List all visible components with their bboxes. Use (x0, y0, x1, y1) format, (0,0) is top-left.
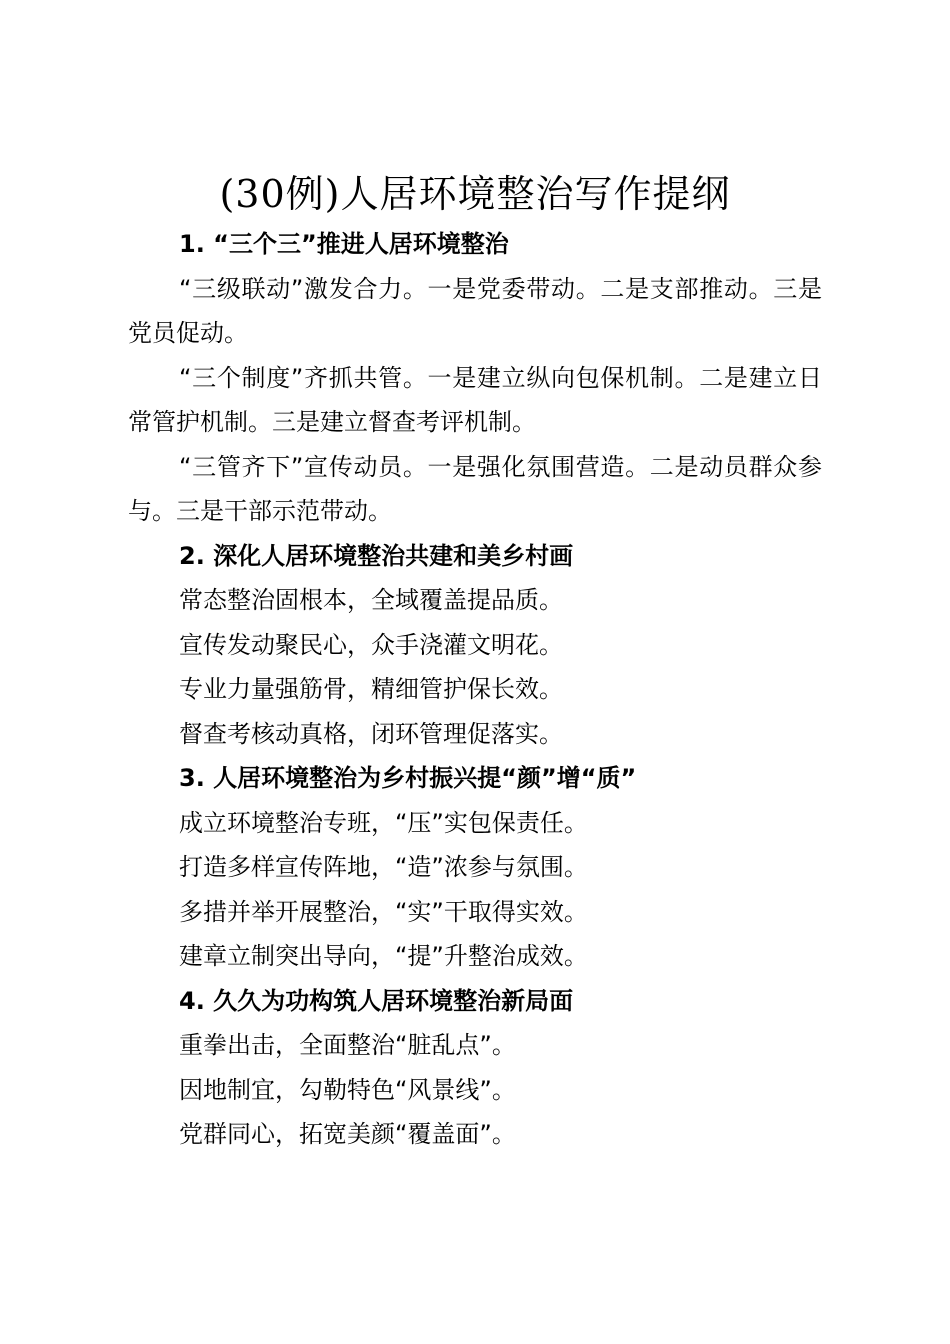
text-line: 党群同心，拓宽美颜“覆盖面”。 (179, 1120, 516, 1148)
section-4 (128, 979, 822, 1157)
section-1 (128, 222, 822, 534)
section-heading: 3. 人居环境整治为乡村振兴提“颜”增“质” (179, 764, 637, 792)
text-line: 重拳出击，全面整治“脏乱点”。 (179, 1031, 516, 1059)
paragraph: “三管齐下”宣传动员。一是强化氛围营造。二是动员群众参与。三是干部示范带动。 (128, 452, 822, 525)
section-3 (128, 756, 822, 979)
text-line: 因地制宜，勾勒特色“风景线”。 (179, 1075, 516, 1104)
section-heading: 4. 久久为功构筑人居环境整治新局面 (179, 986, 574, 1015)
text-line: 多措并举开展整治，“实”干取得实效。 (179, 897, 588, 926)
section-heading: 2. 深化人居环境整治共建和美乡村画 (179, 541, 574, 570)
text-line: 建章立制突出导向，“提”升整治成效。 (179, 942, 588, 970)
text-line: 成立环境整治专班，“压”实包保责任。 (179, 808, 588, 837)
text-line: 宣传发动聚民心，众手浇灌文明花。 (179, 630, 563, 659)
paragraph: “三级联动”激发合力。一是党委带动。二是支部推动。三是党员促动。 (128, 274, 822, 347)
section-2 (128, 534, 822, 757)
document-title: (30例)人居环境整治写作提纲 (219, 172, 731, 216)
paragraph: “三个制度”齐抓共管。一是建立纵向包保机制。二是建立日常管护机制。三是建立督查考评机制。 (128, 363, 822, 436)
text-line: 督查考核动真格，闭环管理促落实。 (179, 719, 563, 748)
text-line: 专业力量强筋骨，精细管护保长效。 (179, 675, 563, 703)
document-body (128, 222, 822, 1157)
text-line: 常态整治固根本，全域覆盖提品质。 (179, 586, 563, 614)
text-line: 打造多样宣传阵地，“造”浓参与氛围。 (179, 853, 588, 881)
section-heading: 1. “三个三”推进人居环境整治 (179, 230, 509, 258)
